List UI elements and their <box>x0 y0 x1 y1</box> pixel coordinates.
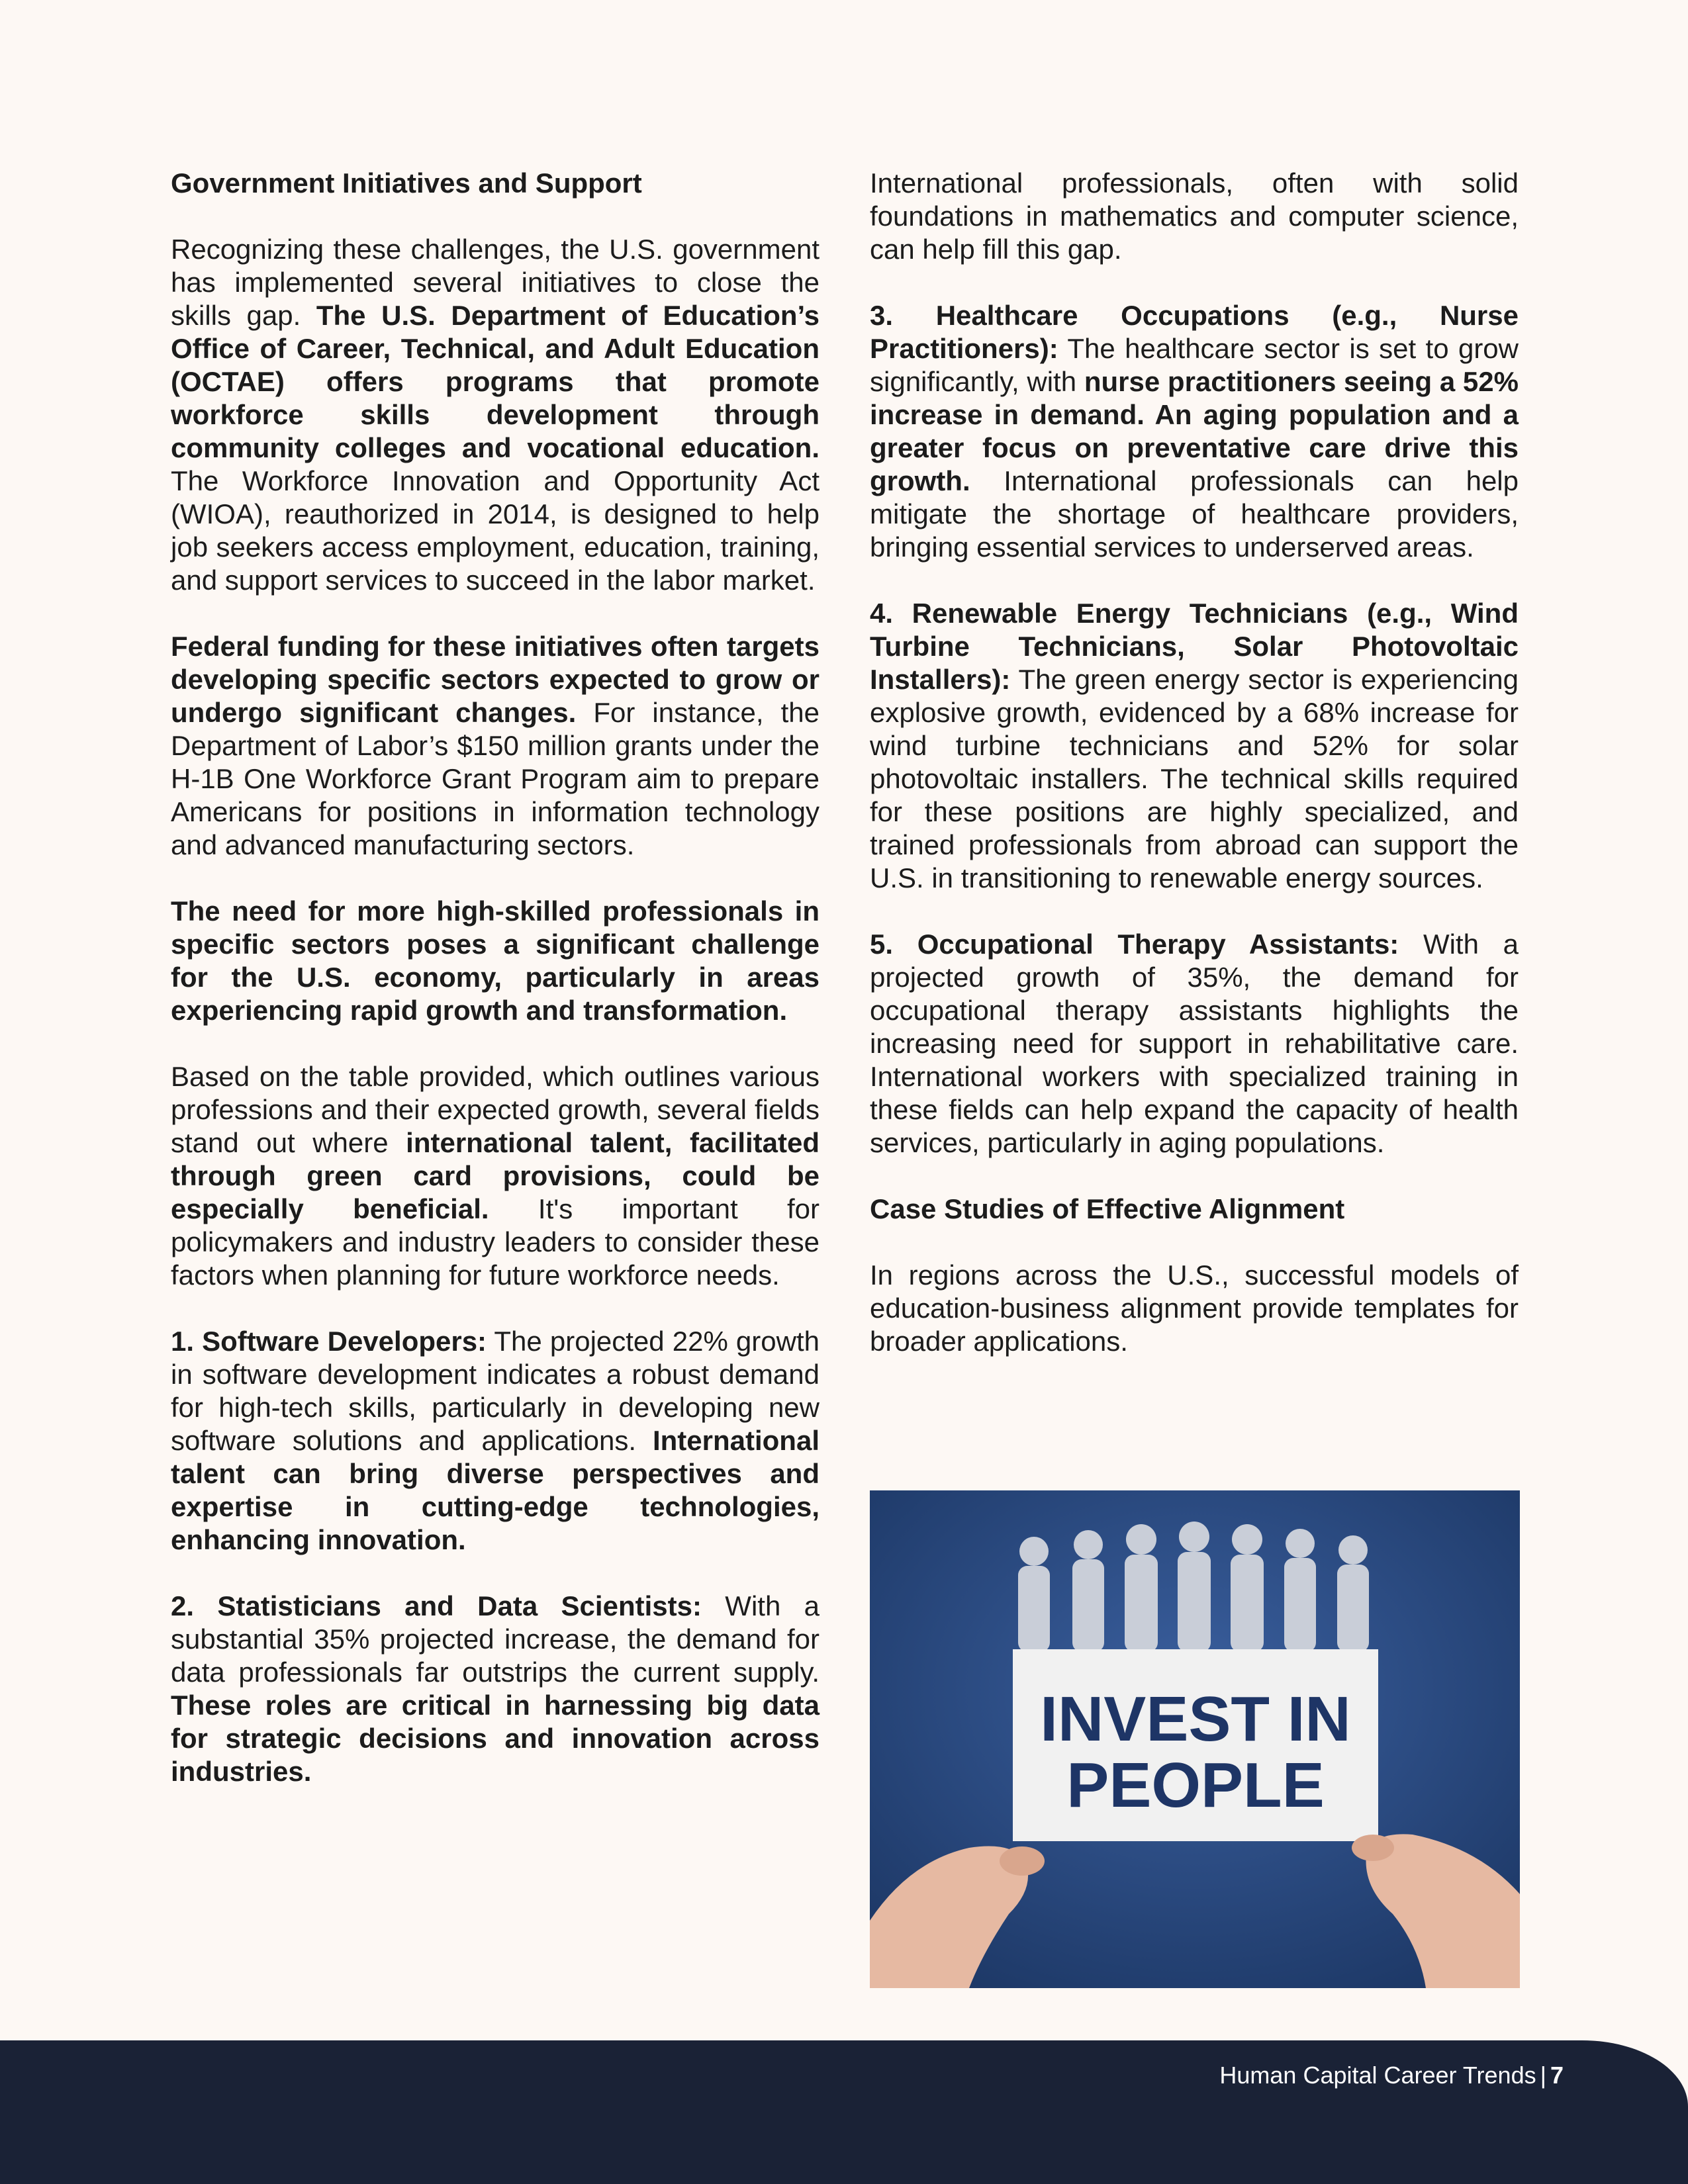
text-run: International professionals can help mitigate the shortage of healthcare providers, bringing essential services to underserved areas. <box>870 465 1519 563</box>
section-heading-government-initiatives: Government Initiatives and Support <box>171 167 642 199</box>
text-run: The green energy sector is experiencing explosive growth, evidenced by a 68% increase for wind turbine technicians and 52% for solar photovoltaic installers. The technical skills required for these positions are highly specialized, and trained professionals from abroad can support the U.S. in transitioning to renewable energy sources. <box>870 664 1519 893</box>
left-column <box>171 167 820 1821</box>
bold-text-run: International talent can bring diverse perspectives and expertise in cutting-edge technologies, enhancing innovation. <box>171 1425 820 1555</box>
paragraph-high-skilled-need <box>171 895 820 1027</box>
text-run: The projected 22% growth in software development indicates a robust demand for high-tech skills, particularly in developing new software solutions and applications. <box>171 1326 820 1456</box>
bold-text-run: 4. Renewable Energy Technicians (e.g., Wind Turbine Technicians, Solar Photovoltaic Installers): <box>870 598 1519 695</box>
bold-text-run: These roles are critical in harnessing big data for strategic decisions and innovation across industries. <box>171 1690 820 1787</box>
person-silhouette <box>1231 1524 1264 1652</box>
person-silhouette <box>1018 1537 1050 1652</box>
paragraph-statisticians <box>171 1590 820 1788</box>
page-number: 7 <box>1550 2062 1564 2089</box>
publication-title: Human Capital Career Trends <box>1219 2062 1536 2089</box>
paragraph-table-overview <box>171 1060 820 1292</box>
person-silhouette <box>1178 1522 1211 1652</box>
person-silhouette <box>1072 1530 1104 1652</box>
bold-text-run: international talent, facilitated through green card provisions, could be especially beneficial. <box>171 1127 820 1224</box>
text-run: Recognizing these challenges, the U.S. government has implemented several initiatives to close the skills gap. <box>171 234 820 331</box>
text-run: With a projected growth of 35%, the demand for occupational therapy assistants highlights the increasing need for support in rehabilitative care. International workers with specialized training in these fields can help expand the capacity of health services, particularly in aging populations. <box>870 929 1519 1158</box>
invest-in-people-photo <box>870 1490 1520 1988</box>
text-run: With a substantial 35% projected increase, the demand for data professionals far outstrips the current supply. <box>171 1590 820 1688</box>
paragraph-initiatives <box>171 233 820 597</box>
card-text-line2: PEOPLE <box>1066 1750 1325 1821</box>
paragraph-renewable-energy <box>870 597 1519 895</box>
paragraph-occupational-therapy <box>870 928 1519 1160</box>
bold-text-run: The need for more high-skilled professionals in specific sectors poses a significant challenge for the U.S. economy, particularly in areas experiencing rapid growth and transformation. <box>171 895 820 1026</box>
footer-caption <box>1219 2061 1564 2090</box>
text-run: The Workforce Innovation and Opportunity Act (WIOA), reauthorized in 2014, is designed to help job seekers access employment, education, training, and support services to succeed in the labor market. <box>171 465 820 596</box>
bold-text-run: Federal funding for these initiatives often targets developing specific sectors expected to grow or undergo significant changes. <box>171 631 820 728</box>
bold-text-run: 2. Statisticians and Data Scientists: <box>171 1590 702 1621</box>
paragraph-international-professionals: International professionals, often with solid foundations in mathematics and computer science, can help fill this gap. <box>870 167 1519 265</box>
section-heading-case-studies: Case Studies of Effective Alignment <box>870 1193 1345 1224</box>
text-run: For instance, the Department of Labor’s $150 million grants under the H-1B One Workforce Grant Program aim to prepare Americans for positions in information technology and advanced manufacturing sectors. <box>171 697 820 860</box>
paragraph-federal-funding <box>171 630 820 862</box>
bold-text-run: nurse practitioners seeing a 52% increase in demand. An aging population and a greater focus on preventative care drive this growth. <box>870 366 1519 496</box>
text-run: The healthcare sector is set to grow significantly, with <box>870 333 1519 397</box>
bold-text-run: The U.S. Department of Education’s Office of Career, Technical, and Adult Education (OCTAE) offers programs that promote workforce skills development through community colleges and vocational education. <box>171 300 820 463</box>
paragraph-regions: In regions across the U.S., successful models of education-business alignment provide templates for broader applications. <box>870 1259 1519 1357</box>
text-run: Based on the table provided, which outlines various professions and their expected growth, several fields stand out where <box>171 1061 820 1158</box>
invest-in-people-illustration <box>870 1490 1520 1988</box>
paragraph-software-developers <box>171 1325 820 1557</box>
person-silhouette <box>1284 1529 1316 1652</box>
text-run: It's important for policymakers and industry leaders to consider these factors when planning for future workforce needs. <box>171 1193 820 1291</box>
bold-text-run: 1. Software Developers: <box>171 1326 487 1357</box>
bold-text-run: 5. Occupational Therapy Assistants: <box>870 929 1399 960</box>
right-column <box>870 167 1519 1391</box>
card-text-line1: INVEST IN <box>1040 1684 1351 1754</box>
bold-text-run: 3. Healthcare Occupations (e.g., Nurse Practitioners): <box>870 300 1519 364</box>
person-silhouette <box>1125 1524 1158 1652</box>
footer-separator: | <box>1540 2062 1546 2089</box>
person-silhouette <box>1337 1535 1369 1652</box>
paragraph-healthcare <box>870 299 1519 564</box>
